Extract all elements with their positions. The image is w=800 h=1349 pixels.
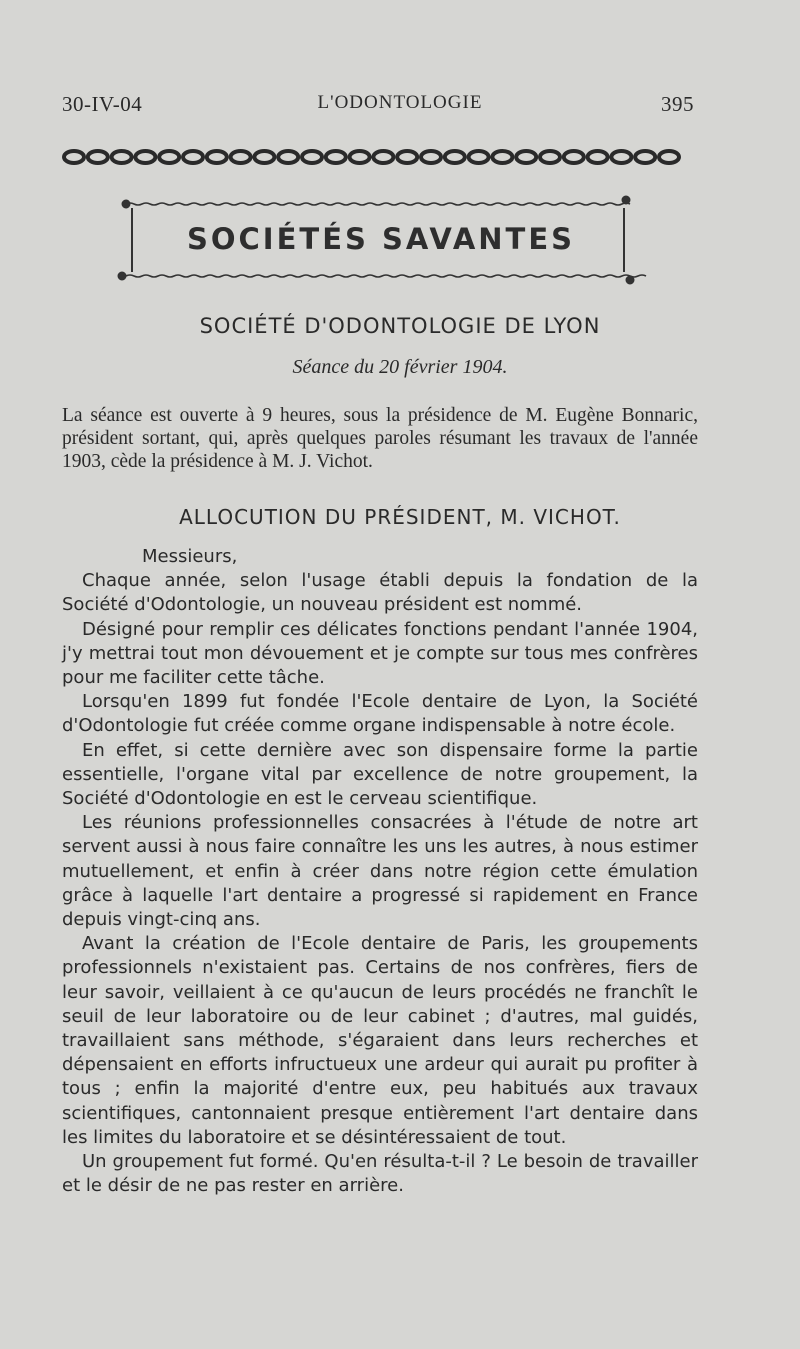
speech-paragraph: Chaque année, selon l'usage établi depuis la fondation de la Société d'Odontologie, un nouveau président est nommé. (62, 570, 698, 616)
chain-link (183, 151, 203, 163)
chain-link (492, 151, 512, 163)
opening-paragraph: La séance est ouverte à 9 heures, sous la présidence de M. Eugène Bonnaric, président sortant, qui, après quelques paroles résumant les travaux de l'année 1903, cède la présidence à M. J. Vichot. (62, 405, 698, 472)
speech-salutation: Messieurs, (142, 546, 238, 567)
speech-paragraph: Désigné pour remplir ces délicates fonctions pendant l'année 1904, j'y mettrai tout mon dévouement et je compte sur tous mes confrères pour me faciliter cette tâche. (62, 618, 698, 689)
allocution-heading: ALLOCUTION DU PRÉSIDENT, M. VICHOT. (179, 505, 621, 529)
chain-link (397, 151, 417, 163)
chain-link (445, 151, 465, 163)
chain-link (373, 151, 393, 163)
chain-link (540, 151, 560, 163)
chain-link (207, 151, 227, 163)
chain-link (659, 151, 679, 163)
chain-link (611, 151, 631, 163)
header-date: 30-IV-04 (62, 92, 143, 116)
speech-body (62, 545, 698, 1198)
chain-link (588, 151, 608, 163)
society-heading: SOCIÉTÉ D'ODONTOLOGIE DE LYON (199, 314, 601, 338)
speech-paragraph: Lorsqu'en 1899 fut fondée l'Ecole dentaire de Lyon, la Société d'Odontologie fut créée comme organe indispensable à notre école. (62, 691, 698, 737)
speech-paragraph: En effet, si cette dernière avec son dispensaire forme la partie essentielle, l'organe vital par excellence de notre groupement, la Société d'Odontologie en est le cerveau scientifique. (62, 739, 698, 810)
chain-link (302, 151, 322, 163)
chain-link (635, 151, 655, 163)
chain-link (64, 151, 84, 163)
chain-link (421, 151, 441, 163)
header-page-number: 395 (661, 92, 694, 116)
chain-link (278, 151, 298, 163)
session-date: Séance du 20 février 1904. (292, 356, 508, 378)
speech-paragraph: Les réunions professionnelles consacrées à l'étude de notre art servent aussi à nous faire connaître les uns les autres, à nous estimer mutuellement, et enfin à créer dans notre région cette émulation grâce à laquelle l'art dentaire a progressé si rapidement en France depuis vingt-cinq ans. (62, 812, 698, 931)
chain-link (112, 151, 132, 163)
chain-link (254, 151, 274, 163)
chain-ornament (62, 146, 694, 168)
chain-link (159, 151, 179, 163)
chain-link (88, 151, 108, 163)
speech-paragraph: Avant la création de l'Ecole dentaire de Paris, les groupements professionnels n'existaient pas. Certains de nos confrères, fiers de leur savoir, veillaient à ce qu'aucun de leurs procédés ne franchît le seuil de leur laboratoire ou de leur cabinet ; d'autres, mal guidés, travaillaient sans méthode, s'égaraient dans leurs recherches et dépensaient en efforts infructueux une ardeur qui aurait pu profiter à tous ; enfin la majorité d'entre eux, peu habitués aux travaux scientifiques, cantonnaient presque entièrement l'art dentaire dans les limites du laboratoire et se désintéressaient de tout. (62, 933, 698, 1148)
chain-link (350, 151, 370, 163)
chain-link (326, 151, 346, 163)
chain-link (564, 151, 584, 163)
chain-link (516, 151, 536, 163)
chain-link (135, 151, 155, 163)
chain-link (469, 151, 489, 163)
header-journal-title: L'ODONTOLOGIE (317, 92, 483, 113)
speech-paragraph: Un groupement fut formé. Qu'en résulta-t-il ? Le besoin de travailler et le désir de ne pas rester en arrière. (62, 1151, 698, 1197)
chain-link (231, 151, 251, 163)
section-title: SOCIÉTÉS SAVANTES (186, 222, 576, 256)
